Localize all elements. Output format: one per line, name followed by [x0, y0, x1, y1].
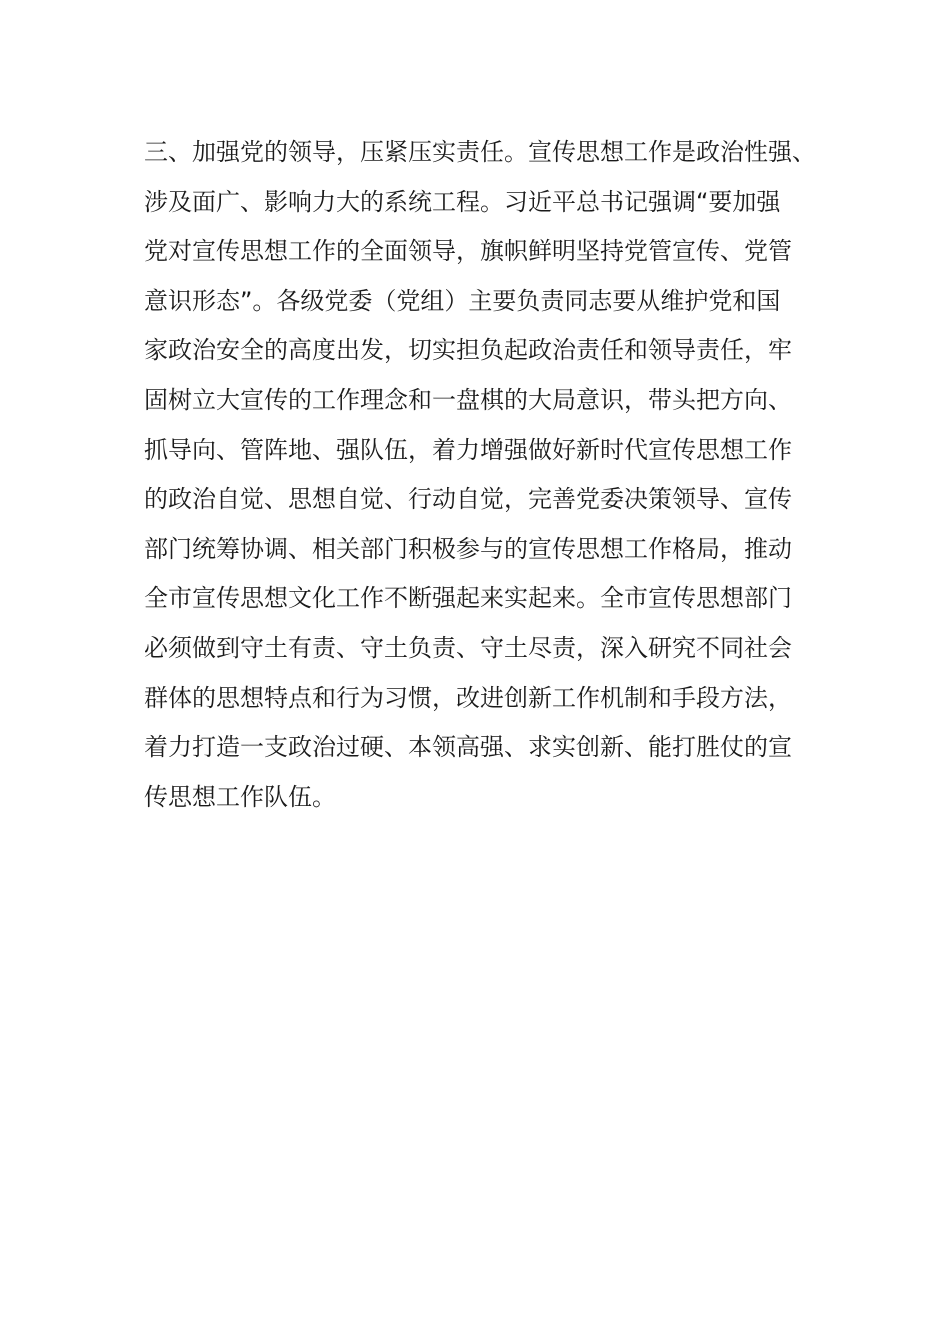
paragraph-line-3: 党对宣传思想工作的全面领导，旗帜鲜明坚持党管宣传、党管 — [144, 237, 792, 266]
paragraph-line-14: 传思想工作队伍。 — [144, 782, 336, 811]
paragraph-line-9: 部门统筹协调、相关部门积极参与的宣传思想工作格局，推动 — [144, 534, 792, 563]
paragraph-line-12: 群体的思想特点和行为习惯，改进创新工作机制和手段方法， — [144, 683, 792, 712]
paragraph-line-7: 抓导向、管阵地、强队伍，着力增强做好新时代宣传思想工作 — [144, 435, 792, 464]
paragraph-line-8: 的政治自觉、思想自觉、行动自觉，完善党委决策领导、宣传 — [144, 485, 792, 514]
paragraph-line-13: 着力打造一支政治过硬、本领高强、求实创新、能打胜仗的宣 — [144, 733, 792, 762]
paragraph-section-three — [144, 128, 834, 822]
paragraph-line-2: 涉及面广、影响力大的系统工程。习近平总书记强调“要加强 — [144, 187, 781, 216]
paragraph-line-1: 三、加强党的领导，压紧压实责任。宣传思想工作是政治性强、 — [144, 138, 816, 166]
paragraph-line-4: 意识形态”。各级党委（党组）主要负责同志要从维护党和国 — [144, 286, 781, 315]
paragraph-line-10: 全市宣传思想文化工作不断强起来实起来。全市宣传思想部门 — [144, 584, 792, 613]
paragraph-line-6: 固树立大宣传的工作理念和一盘棋的大局意识，带头把方向、 — [144, 385, 792, 414]
paragraph-line-5: 家政治安全的高度出发，切实担负起政治责任和领导责任，牢 — [144, 336, 792, 365]
paragraph-line-11: 必须做到守土有责、守土负责、守土尽责，深入研究不同社会 — [144, 633, 792, 662]
